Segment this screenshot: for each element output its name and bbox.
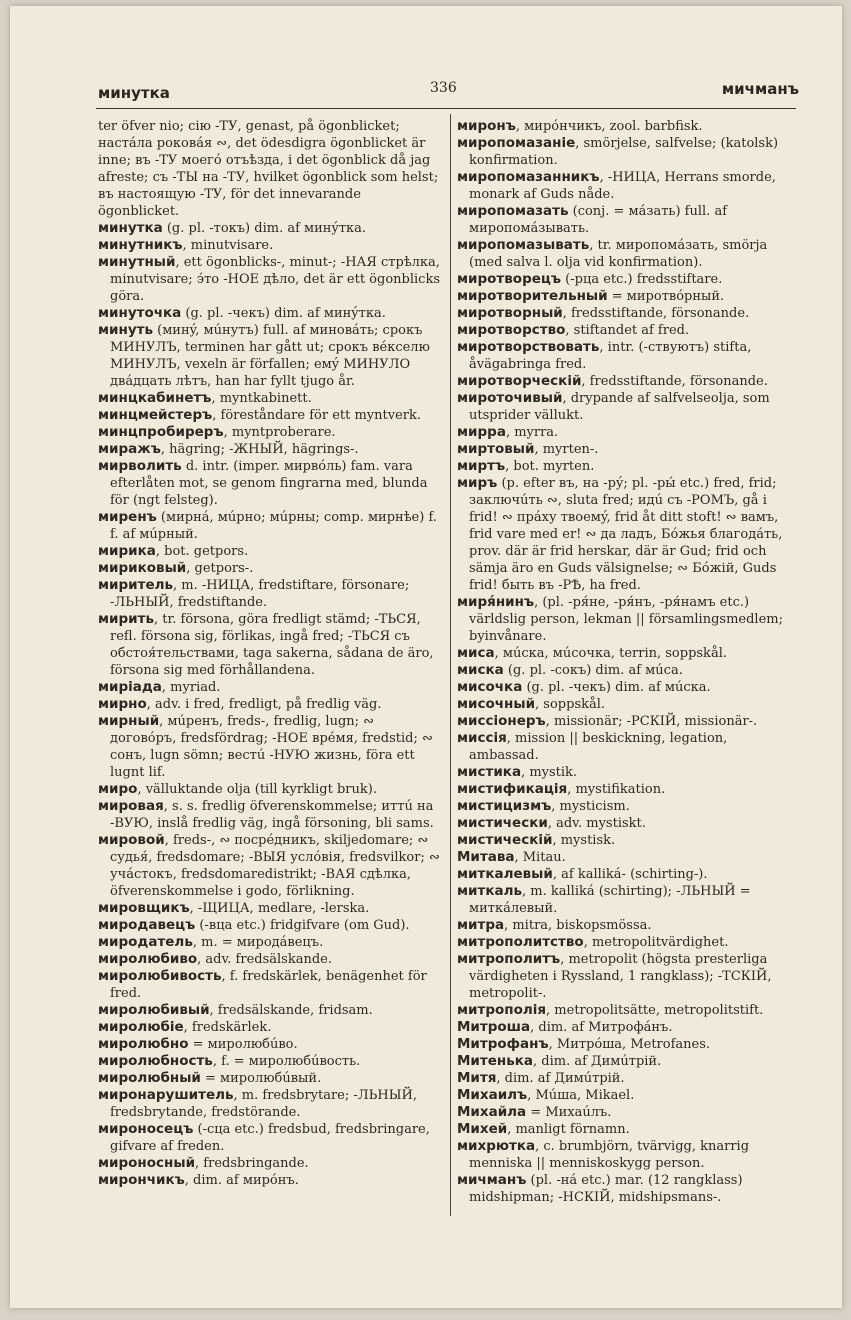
entry-definition: , adv. fredsälskande. bbox=[197, 952, 332, 967]
dictionary-entry bbox=[457, 135, 799, 169]
dictionary-entry bbox=[457, 1019, 799, 1036]
right-column bbox=[457, 118, 799, 1218]
dictionary-entry bbox=[457, 1121, 799, 1138]
entry-headword: миролюбно bbox=[98, 1036, 189, 1052]
dictionary-entry bbox=[457, 866, 799, 883]
entry-definition: , intr. (-ствуютъ) stifta, åvägabringa fred. bbox=[469, 340, 752, 372]
dictionary-entry bbox=[457, 798, 799, 815]
dictionary-entry bbox=[98, 900, 444, 917]
entry-headword: миродатель bbox=[98, 934, 193, 950]
entry-definition: (-рца etc.) fredsstiftare. bbox=[561, 272, 723, 287]
dictionary-entry bbox=[98, 832, 444, 900]
entry-headword: мироносецъ bbox=[98, 1121, 194, 1137]
entry-definition: , tr. försona, göra fredligt stämd; -ТЬСЯ, refl. försona sig, förlikas, ingå fred; -ТЬСЯ съ обстоя́тельствами, taga sakerna, sådana de äro, försona sig med förhållandena. bbox=[110, 612, 434, 678]
entry-definition: , c. brumbjörn, tvärvigg, knarrig menniska || menniskoskygg person. bbox=[469, 1139, 750, 1171]
entry-headword: михрютка bbox=[457, 1138, 536, 1154]
entry-definition: , myrra. bbox=[505, 425, 559, 440]
dictionary-entry bbox=[457, 1138, 799, 1172]
dictionary-entry bbox=[457, 1036, 799, 1053]
entry-headword: миронъ bbox=[457, 118, 516, 134]
entry-definition: , smörjelse, salfvelse; (katolsk) konfirmation. bbox=[469, 136, 779, 168]
dictionary-entry bbox=[98, 934, 444, 951]
dictionary-entry bbox=[457, 271, 799, 288]
entry-headword: миръ bbox=[457, 475, 498, 491]
entry-definition: (g. pl. -сокъ) dim. af мúса. bbox=[503, 663, 683, 678]
entry-definition: , Митрóша, Metrofanes. bbox=[548, 1037, 711, 1052]
entry-headword: миссіонеръ bbox=[457, 713, 546, 729]
dictionary-entry bbox=[457, 679, 799, 696]
entry-definition: , adv. mystiskt. bbox=[547, 816, 646, 831]
dictionary-entry bbox=[98, 424, 444, 441]
entry-headword: миропомазаніе bbox=[457, 135, 576, 151]
entry-definition: , manligt förnamn. bbox=[507, 1122, 630, 1137]
entry-definition: , mystik. bbox=[521, 765, 578, 780]
entry-definition: , fredsälskande, fridsam. bbox=[209, 1003, 373, 1018]
dictionary-entry bbox=[457, 917, 799, 934]
entry-definition: , metropolitsätte, metropolitstift. bbox=[546, 1003, 764, 1018]
entry-definition: (g. pl. -чекъ) dim. af минýтка. bbox=[181, 306, 386, 321]
dictionary-entry bbox=[457, 781, 799, 798]
entry-definition: , Mitau. bbox=[514, 850, 566, 865]
entry-headword: мистически bbox=[457, 815, 548, 831]
entry-definition: , fredsbringande. bbox=[195, 1156, 309, 1171]
entry-headword: миропомазывать bbox=[457, 237, 590, 253]
entry-headword: мириковый bbox=[98, 560, 187, 576]
entry-headword: миражъ bbox=[98, 441, 161, 457]
dictionary-entry bbox=[98, 611, 444, 679]
entry-definition: , minutvisare. bbox=[182, 238, 274, 253]
dictionary-entry bbox=[457, 1172, 799, 1206]
entry-definition: , -НИЦА, Herrans smorde, monark af Guds nåde. bbox=[469, 170, 776, 202]
dictionary-entry bbox=[98, 679, 444, 696]
entry-headword: миронарушитель bbox=[98, 1087, 234, 1103]
dictionary-entry bbox=[98, 1002, 444, 1019]
column-divider bbox=[450, 114, 451, 1216]
entry-definition: , mission || beskickning, legation, ambassad. bbox=[469, 731, 728, 763]
dictionary-entry bbox=[457, 883, 799, 917]
dictionary-entry bbox=[457, 1002, 799, 1019]
entry-headword: митрополитство bbox=[457, 934, 584, 950]
entry-definition: , soppskål. bbox=[535, 697, 606, 712]
dictionary-entry bbox=[457, 322, 799, 339]
entry-definition: , fredsstiftande, försonande. bbox=[581, 374, 768, 389]
left-running-headword: минутка bbox=[98, 84, 170, 102]
dictionary-entry bbox=[98, 254, 444, 305]
dictionary-entry bbox=[98, 1155, 444, 1172]
entry-headword: миса bbox=[457, 645, 495, 661]
entry-definition: , myriad. bbox=[161, 680, 221, 695]
entry-definition: = Михаúлъ. bbox=[526, 1105, 612, 1120]
dictionary-entry bbox=[457, 458, 799, 475]
entry-headword: Михей bbox=[457, 1121, 508, 1137]
dictionary-entry bbox=[98, 1172, 444, 1189]
dictionary-entry bbox=[457, 424, 799, 441]
entry-headword: минцмейстеръ bbox=[98, 407, 213, 423]
entry-definition: , ett ögonblicks-, minut-; -НАЯ стрѣлка, minutvisare; э́то -НОЕ дѣло, det är ett ögonblicks göra. bbox=[110, 255, 440, 304]
dictionary-entry bbox=[98, 1121, 444, 1155]
dictionary-entry bbox=[98, 509, 444, 543]
entry-headword: Митя bbox=[457, 1070, 497, 1086]
dictionary-entry bbox=[457, 934, 799, 951]
entry-headword: мирно bbox=[98, 696, 147, 712]
entry-headword: миропомазать bbox=[457, 203, 569, 219]
right-running-headword: мичманъ bbox=[721, 80, 799, 98]
entry-definition: , metropolit (högsta presterliga värdigheten i Ryssland, 1 rangklass); -ТСКІЙ, metropolit-. bbox=[469, 952, 772, 1001]
entry-headword: миролюбность bbox=[98, 1053, 213, 1069]
entry-definition: , мúска, мúсочка, terrin, soppskål. bbox=[494, 646, 727, 661]
entry-headword: минутникъ bbox=[98, 237, 183, 253]
entry-definition: , myntkabinett. bbox=[211, 391, 312, 406]
dictionary-entry bbox=[457, 832, 799, 849]
entry-definition: = миротвóрный. bbox=[607, 289, 725, 304]
entry-headword: миролюбиво bbox=[98, 951, 198, 967]
entry-definition: , -ЩИЦА, medlare, -lerska. bbox=[189, 901, 370, 916]
entry-headword: мирить bbox=[98, 611, 154, 627]
entry-headword: минуть bbox=[98, 322, 153, 338]
entry-definition: , (pl. -ря́не, -ря́нъ, -ря́намъ etc.) världslig person, lekman || församlingsmedlem; byinvånare. bbox=[469, 595, 783, 644]
dictionary-entry bbox=[457, 713, 799, 730]
entry-definition: , myntproberare. bbox=[223, 425, 336, 440]
entry-headword: минутный bbox=[98, 254, 176, 270]
entry-definition: , bot. getpors. bbox=[155, 544, 249, 559]
entry-headword: миртовый bbox=[457, 441, 535, 457]
dictionary-entry bbox=[457, 849, 799, 866]
dictionary-entry bbox=[457, 594, 799, 645]
dictionary-entry bbox=[98, 1053, 444, 1070]
entry-definition: (conj. = мáзать) full. af миропомáзывать. bbox=[469, 204, 728, 236]
dictionary-entry bbox=[457, 1070, 799, 1087]
entry-headword: миропомазанникъ bbox=[457, 169, 600, 185]
entry-definition: , bot. myrten. bbox=[505, 459, 595, 474]
dictionary-entry bbox=[457, 203, 799, 237]
dictionary-entry bbox=[98, 951, 444, 968]
entry-definition: , mitra, biskopsmössa. bbox=[504, 918, 652, 933]
dictionary-entry bbox=[457, 951, 799, 1002]
dictionary-entry bbox=[457, 1053, 799, 1070]
entry-definition: , dim. af Димúтрій. bbox=[533, 1054, 662, 1069]
dictionary-entry bbox=[457, 645, 799, 662]
entry-definition: , hägring; -ЖНЫЙ, hägrings-. bbox=[160, 442, 359, 457]
dictionary-entry bbox=[98, 781, 444, 798]
dictionary-entry bbox=[98, 220, 444, 237]
dictionary-entry bbox=[98, 798, 444, 832]
entry-definition: , mystisk. bbox=[552, 833, 616, 848]
entry-definition: = миролюбúво. bbox=[188, 1037, 298, 1052]
entry-definition: (g. pl. -чекъ) dim. af мúска. bbox=[522, 680, 711, 695]
entry-definition: , getpors-. bbox=[186, 561, 254, 576]
entry-definition: , freds-, ∾ посрéдникъ, skiljedomare; ∾ судья́, fredsdomare; -ВЫЯ услóвія, fredsvilkor; ∾ учáстокъ, fredsdomaredistrikt; -ВАЯ сдѣлка, öfverenskommelse i godo, förlikning. bbox=[110, 833, 440, 899]
dictionary-entry bbox=[98, 407, 444, 424]
entry-headword: миренъ bbox=[98, 509, 157, 525]
entry-headword: мистификація bbox=[457, 781, 568, 797]
entry-headword: митра bbox=[457, 917, 505, 933]
dictionary-entry bbox=[457, 305, 799, 322]
dictionary-entry bbox=[98, 713, 444, 781]
dictionary-entry bbox=[98, 1070, 444, 1087]
dictionary-entry bbox=[98, 1036, 444, 1053]
entry-definition: ter öfver nio; сію -ТУ, genast, på ögonblicket; настáла роковáя ∾, det ödesdigra ögonblicket är inne; въ -ТУ моегó отъѣзда, i det ögonblick då jag afreste; съ -ТЫ на -ТУ, hvilket ögonblick som helst; въ настоящую -ТУ, för det innevarande ögonblicket. bbox=[98, 119, 439, 219]
entry-headword: миря́нинъ bbox=[457, 594, 535, 610]
entry-definition: , tr. миропомáзать, smörja (med salva l. olja vid konfirmation). bbox=[469, 238, 768, 270]
header-rule bbox=[96, 108, 796, 109]
entry-headword: митрополитъ bbox=[457, 951, 561, 967]
dictionary-entry bbox=[98, 458, 444, 509]
entry-headword: мировщикъ bbox=[98, 900, 190, 916]
entry-headword: мисочка bbox=[457, 679, 523, 695]
dictionary-entry bbox=[457, 373, 799, 390]
dictionary-entry bbox=[457, 288, 799, 305]
entry-headword: мирра bbox=[457, 424, 506, 440]
dictionary-entry bbox=[457, 662, 799, 679]
entry-headword: мироносный bbox=[98, 1155, 196, 1171]
entry-headword: митрополія bbox=[457, 1002, 547, 1018]
entry-headword: миротворный bbox=[457, 305, 563, 321]
entry-headword: мироточивый bbox=[457, 390, 563, 406]
entry-definition: (g. pl. -токъ) dim. af минýтка. bbox=[162, 221, 367, 236]
entry-headword: минцкабинетъ bbox=[98, 390, 212, 406]
dictionary-entry bbox=[457, 1087, 799, 1104]
entry-headword: Михайла bbox=[457, 1104, 527, 1120]
dictionary-entry bbox=[98, 968, 444, 1002]
entry-headword: мировая bbox=[98, 798, 164, 814]
entry-headword: минцпробиреръ bbox=[98, 424, 224, 440]
entry-headword: миритель bbox=[98, 577, 174, 593]
dictionary-entry bbox=[457, 237, 799, 271]
dictionary-entry bbox=[98, 560, 444, 577]
entry-definition: , dim. af Димúтрій. bbox=[496, 1071, 625, 1086]
entry-headword: миткаль bbox=[457, 883, 523, 899]
dictionary-entry bbox=[457, 696, 799, 713]
entry-definition: , m. fredsbrytare; -ЛЬНЫЙ, fredsbrytande, fredstörande. bbox=[110, 1088, 417, 1120]
entry-definition: (мирнá, мúрно; мúрны; comp. мирнѣе) f. f. af мúрный. bbox=[110, 510, 437, 542]
entry-headword: мисочный bbox=[457, 696, 536, 712]
entry-headword: мирончикъ bbox=[98, 1172, 185, 1188]
entry-definition: = миролюбúвый. bbox=[200, 1071, 322, 1086]
dictionary-entry bbox=[98, 118, 444, 220]
entry-definition: , f. = миролюбúвость. bbox=[212, 1054, 361, 1069]
dictionary-entry bbox=[457, 118, 799, 135]
entry-definition: , fredskärlek. bbox=[183, 1020, 272, 1035]
dictionary-entry bbox=[457, 169, 799, 203]
entry-definition: , mysticism. bbox=[551, 799, 630, 814]
left-column bbox=[98, 118, 444, 1218]
entry-headword: миролюбіе bbox=[98, 1019, 184, 1035]
entry-definition: , välluktande olja (till kyrkligt bruk). bbox=[137, 782, 377, 797]
entry-definition: (pl. -нá etc.) mar. (12 rangklass) midshipman; -НСКІЙ, midshipsmans-. bbox=[469, 1173, 743, 1205]
entry-definition: , drypande af salfvelseolja, som utsprider vällukt. bbox=[469, 391, 770, 423]
dictionary-entry bbox=[98, 305, 444, 322]
entry-headword: миротворческій bbox=[457, 373, 582, 389]
entry-definition: , af kalliká- (schirting-). bbox=[552, 867, 708, 882]
entry-definition: , dim. af Митрофáнъ. bbox=[530, 1020, 673, 1035]
entry-headword: миріада bbox=[98, 679, 162, 695]
entry-definition: , fredsstiftande, försonande. bbox=[562, 306, 750, 321]
dictionary-entry bbox=[98, 577, 444, 611]
dictionary-entry bbox=[457, 730, 799, 764]
entry-definition: , dim. af мирóнъ. bbox=[184, 1173, 299, 1188]
entry-headword: миролюбивый bbox=[98, 1002, 210, 1018]
entry-definition: , Мúша, Mikael. bbox=[527, 1088, 635, 1103]
entry-headword: минуточка bbox=[98, 305, 182, 321]
dictionary-entry bbox=[98, 1019, 444, 1036]
page-header bbox=[0, 0, 851, 120]
entry-headword: Митенька bbox=[457, 1053, 534, 1069]
entry-definition: (-сца etc.) fredsbud, fredsbringare, gifvare af freden. bbox=[110, 1122, 430, 1154]
entry-headword: мирика bbox=[98, 543, 156, 559]
entry-headword: Митроша bbox=[457, 1019, 531, 1035]
entry-headword: мистика bbox=[457, 764, 522, 780]
dictionary-entry bbox=[98, 1087, 444, 1121]
entry-definition: , myrten-. bbox=[534, 442, 599, 457]
dictionary-entry bbox=[98, 543, 444, 560]
entry-definition: , föreståndare för ett myntverk. bbox=[212, 408, 422, 423]
entry-definition: , mystifikation. bbox=[567, 782, 666, 797]
dictionary-entry bbox=[457, 441, 799, 458]
entry-headword: минутка bbox=[98, 220, 163, 236]
dictionary-entry bbox=[98, 322, 444, 390]
dictionary-entry bbox=[457, 339, 799, 373]
entry-definition: d. intr. (imper. мирвóль) fam. vara efterlåten mot, se genom fingrarna med, blunda för (ngt felsteg). bbox=[110, 459, 428, 508]
entry-headword: мичманъ bbox=[457, 1172, 527, 1188]
entry-headword: Митрофанъ bbox=[457, 1036, 549, 1052]
entry-definition: , s. s. fredlig öfverenskommelse; иттú на -ВУЮ, inslå fredlig väg, ingå försoning, bli sams. bbox=[110, 799, 434, 831]
entry-headword: миротворецъ bbox=[457, 271, 562, 287]
entry-headword: Михаилъ bbox=[457, 1087, 528, 1103]
dictionary-entry bbox=[98, 441, 444, 458]
entry-definition: , f. fredskärlek, benägenhet för fred. bbox=[110, 969, 427, 1001]
entry-definition: (минý, мúнутъ) full. af миновáть; срокъ МИНУЛЪ, terminen har gått ut; срокъ вéкселю МИНУЛЪ, vexeln är förfallen; емý МИНУЛО двáдцать лѣтъ, han har fyllt tjugo år. bbox=[110, 323, 430, 389]
entry-headword: миткалевый bbox=[457, 866, 553, 882]
entry-headword: миртъ bbox=[457, 458, 506, 474]
dictionary-entry bbox=[98, 390, 444, 407]
dictionary-entry bbox=[98, 917, 444, 934]
entry-definition: , adv. i fred, fredligt, på fredlig väg. bbox=[146, 697, 382, 712]
entry-definition: , мирóнчикъ, zool. barbfisk. bbox=[515, 119, 703, 134]
dictionary-entry bbox=[98, 696, 444, 713]
entry-definition: , metropolitvärdighet. bbox=[583, 935, 729, 950]
entry-headword: мистицизмъ bbox=[457, 798, 552, 814]
dictionary-entry bbox=[457, 475, 799, 594]
entry-definition: , m. = миродáвецъ. bbox=[192, 935, 324, 950]
entry-headword: миролюбный bbox=[98, 1070, 201, 1086]
entry-headword: мистическій bbox=[457, 832, 553, 848]
entry-definition: (p. efter въ, на -рý; pl. -ры́ etc.) fred, frid; заключúть ∾, sluta fred; идú съ -РОМЪ, gå i frid! ∾ прáху твоемý, frid åt ditt stoft! ∾ вамъ, frid vare med er! ∾ да ладъ, Бóжья благодáть, prov. där är frid herskar, där är Gud; frid och sämja äro en Guds välsignelse; ∾ Бóжій, Guds frid! быть въ -РѢ, ha fred. bbox=[469, 476, 783, 593]
dictionary-entry bbox=[457, 390, 799, 424]
dictionary-entry bbox=[98, 237, 444, 254]
entry-headword: миротворство bbox=[457, 322, 566, 338]
page-number: 336 bbox=[430, 80, 457, 96]
dictionary-entry bbox=[457, 815, 799, 832]
entry-definition: , stiftandet af fred. bbox=[565, 323, 690, 338]
entry-headword: миролюбивость bbox=[98, 968, 222, 984]
entry-definition: , мúренъ, freds-, fredlig, lugn; ∾ договóръ, fredsfördrag; -НОЕ врéмя, fredstid; ∾ сонъ, lugn sömn; вестú -НУЮ жизнь, föra ett lugnt lif. bbox=[110, 714, 433, 780]
entry-definition: , m. -НИЦА, fredstiftare, försonare; -ЛЬНЫЙ, fredstiftande. bbox=[110, 578, 410, 610]
dictionary-entry bbox=[457, 764, 799, 781]
entry-headword: миссія bbox=[457, 730, 507, 746]
entry-headword: миро bbox=[98, 781, 138, 797]
entry-headword: мирволить bbox=[98, 458, 182, 474]
entry-definition: (-вца etc.) fridgifvare (om Gud). bbox=[195, 918, 410, 933]
entry-definition: , missionär; -РСКІЙ, missionär-. bbox=[545, 714, 758, 729]
entry-headword: миска bbox=[457, 662, 504, 678]
entry-headword: миротворствовать bbox=[457, 339, 600, 355]
entry-headword: миродавецъ bbox=[98, 917, 196, 933]
entry-definition: , m. kalliká (schirting); -ЛЬНЫЙ = миткáлевый. bbox=[469, 884, 751, 916]
entry-headword: Митава bbox=[457, 849, 515, 865]
entry-headword: миротворительный bbox=[457, 288, 608, 304]
entry-headword: мировой bbox=[98, 832, 165, 848]
entry-headword: мирный bbox=[98, 713, 160, 729]
dictionary-entry bbox=[457, 1104, 799, 1121]
